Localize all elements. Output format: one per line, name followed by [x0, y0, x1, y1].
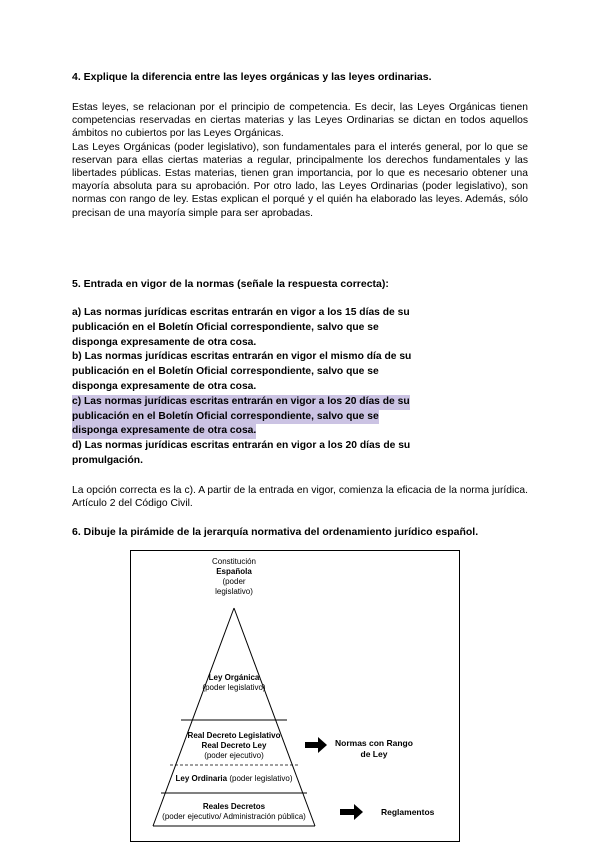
question-5-answer: La opción correcta es la c). A partir de la entrada en vigor, comienza la eficacia de la norma jurídica. Artículo 2 del Código Civil. — [72, 485, 528, 510]
option-line: disponga expresamente de otra cosa. — [72, 424, 256, 439]
question-4-answer — [72, 101, 528, 220]
label-constitucion: Constitución Española (poder legislativo) — [211, 557, 257, 596]
option-b — [72, 350, 411, 394]
option-line: disponga expresamente de otra cosa. — [72, 336, 257, 348]
option-line: b) Las normas jurídicas escritas entrarán en vigor el mismo día de su — [72, 351, 412, 363]
label-normas-rango-ley: Normas con Rango de Ley — [335, 738, 413, 759]
label-real-decreto: Real Decreto Legislativo Real Decreto Ley (poder ejecutivo) — [187, 731, 281, 760]
option-line: publicación en el Boletín Oficial correspondiente, salvo que se — [72, 366, 379, 378]
question-5-heading: 5. Entrada en vigor de la normas (señale la respuesta correcta): — [72, 278, 389, 290]
label-reales-decretos: Reales Decretos (poder ejecutivo/ Administración pública) — [162, 802, 306, 821]
option-c-highlighted — [72, 395, 411, 439]
label-ley-organica: Ley Orgánica (poder legislativo) — [202, 673, 266, 692]
answer-paragraph-1: Estas leyes, se relacionan por el principio de competencia. Es decir, las Leyes Orgánicas tienen competencias reservadas en ciertas materias y las Leyes Ordinarias se dictan en todos aquellos ámbitos no cubiertos por las Leyes Orgánicas. — [72, 102, 528, 140]
option-a — [72, 306, 411, 350]
option-line: disponga expresamente de otra cosa. — [72, 380, 257, 392]
arrow-right-icon — [340, 804, 363, 820]
option-line: publicación en el Boletín Oficial correspondiente, salvo que se — [72, 321, 379, 333]
label-ley-ordinaria: Ley Ordinaria (poder legislativo) — [175, 774, 293, 783]
answer-paragraph-2: Las Leyes Orgánicas (poder legislativo), son fundamentales para el interés general, por lo que se reservan para ellas ciertas materias a regular, principalmente los derechos fundamentales y las libertades públicas. Estas materias, tienen gran importancia, por lo que es necesario obtener una mayoría absoluta para su aprobación. Por otro lado, las Leyes Ordinarias (poder legislativo), son normas con rango de ley. Estas explican el porqué y el quién ha elaborado las leyes. Además, sólo precisan de una mayoría simple para ser aprobadas. — [72, 141, 528, 219]
question-6-heading: 6. Dibuje la pirámide de la jerarquía normativa del ordenamiento jurídico español. — [72, 526, 479, 538]
pyramid-drawing — [131, 551, 458, 840]
hierarchy-pyramid-figure — [130, 550, 460, 842]
question-4-heading: 4. Explique la diferencia entre las leyes orgánicas y las leyes ordinarias. — [72, 71, 432, 83]
option-line: c) Las normas jurídicas escritas entrarán en vigor a los 20 días de su — [72, 395, 410, 410]
option-line: d) Las normas jurídicas escritas entrarán en vigor a los 20 días de su — [72, 440, 411, 452]
label-reglamentos: Reglamentos — [381, 807, 435, 817]
arrow-right-icon — [305, 737, 327, 753]
option-d — [72, 439, 411, 469]
option-line: publicación en el Boletín Oficial correspondiente, salvo que se — [72, 410, 379, 425]
question-5-options — [72, 306, 411, 469]
option-line: promulgación. — [72, 454, 143, 466]
option-line: a) Las normas jurídicas escritas entrarán en vigor a los 15 días de su — [72, 307, 410, 318]
